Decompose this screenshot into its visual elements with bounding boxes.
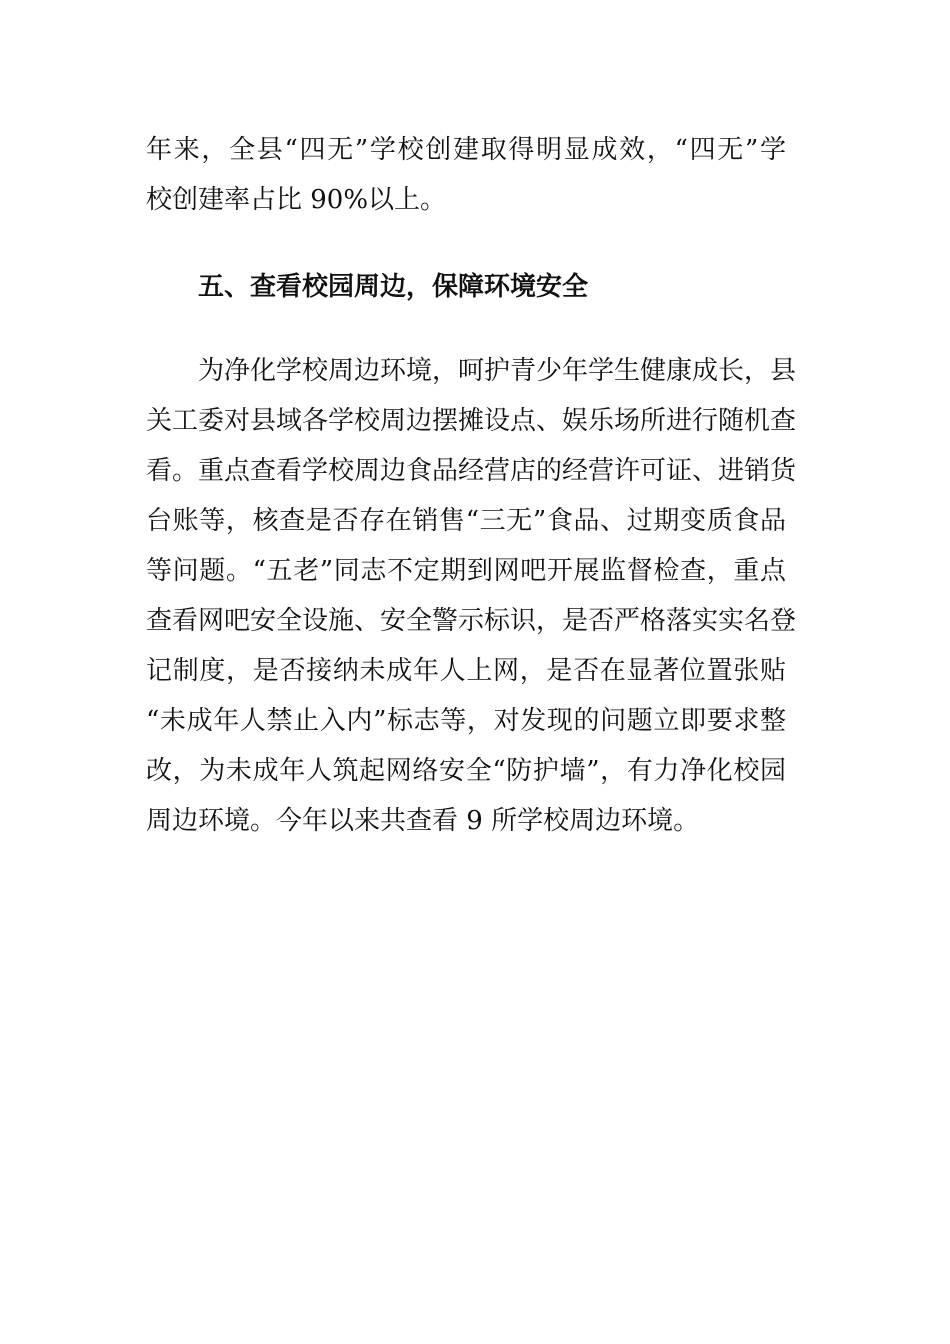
section-heading: [198, 262, 798, 312]
paragraph-line: 看。重点查看学校周边食品经营店的经营许可证、进销货: [146, 456, 797, 486]
paragraph-line: “未成年人禁止入内”标志等，对发现的问题立即要求整: [146, 706, 786, 736]
paragraph-line: 查看网吧安全设施、安全警示标识，是否严格落实实名登: [146, 606, 797, 636]
paragraph-line: 年来，全县“四无”学校创建取得明显成效，“四无”学: [146, 135, 786, 165]
paragraph-body: [146, 346, 797, 846]
paragraph-line: 等问题。“五老”同志不定期到网吧开展监督检查，重点: [146, 556, 786, 586]
paragraph-line: 校创建率占比 90%以上。: [146, 185, 447, 215]
section-heading-text: 五、查看校园周边，保障环境安全: [198, 272, 589, 302]
paragraph-line: 关工委对县域各学校周边摆摊设点、娱乐场所进行随机查: [146, 406, 797, 436]
paragraph-line: 为净化学校周边环境，呵护青少年学生健康成长，县: [198, 356, 797, 386]
paragraph-line: 周边环境。今年以来共查看 9 所学校周边环境。: [146, 806, 700, 836]
paragraph-line: 记制度，是否接纳未成年人上网，是否在显著位置张贴: [146, 656, 786, 686]
paragraph-continuation: [146, 125, 786, 225]
paragraph-line: 改，为未成年人筑起网络安全“防护墙”，有力净化校园: [146, 756, 786, 786]
paragraph-line: 台账等，核查是否存在销售“三无”食品、过期变质食品: [146, 506, 786, 536]
